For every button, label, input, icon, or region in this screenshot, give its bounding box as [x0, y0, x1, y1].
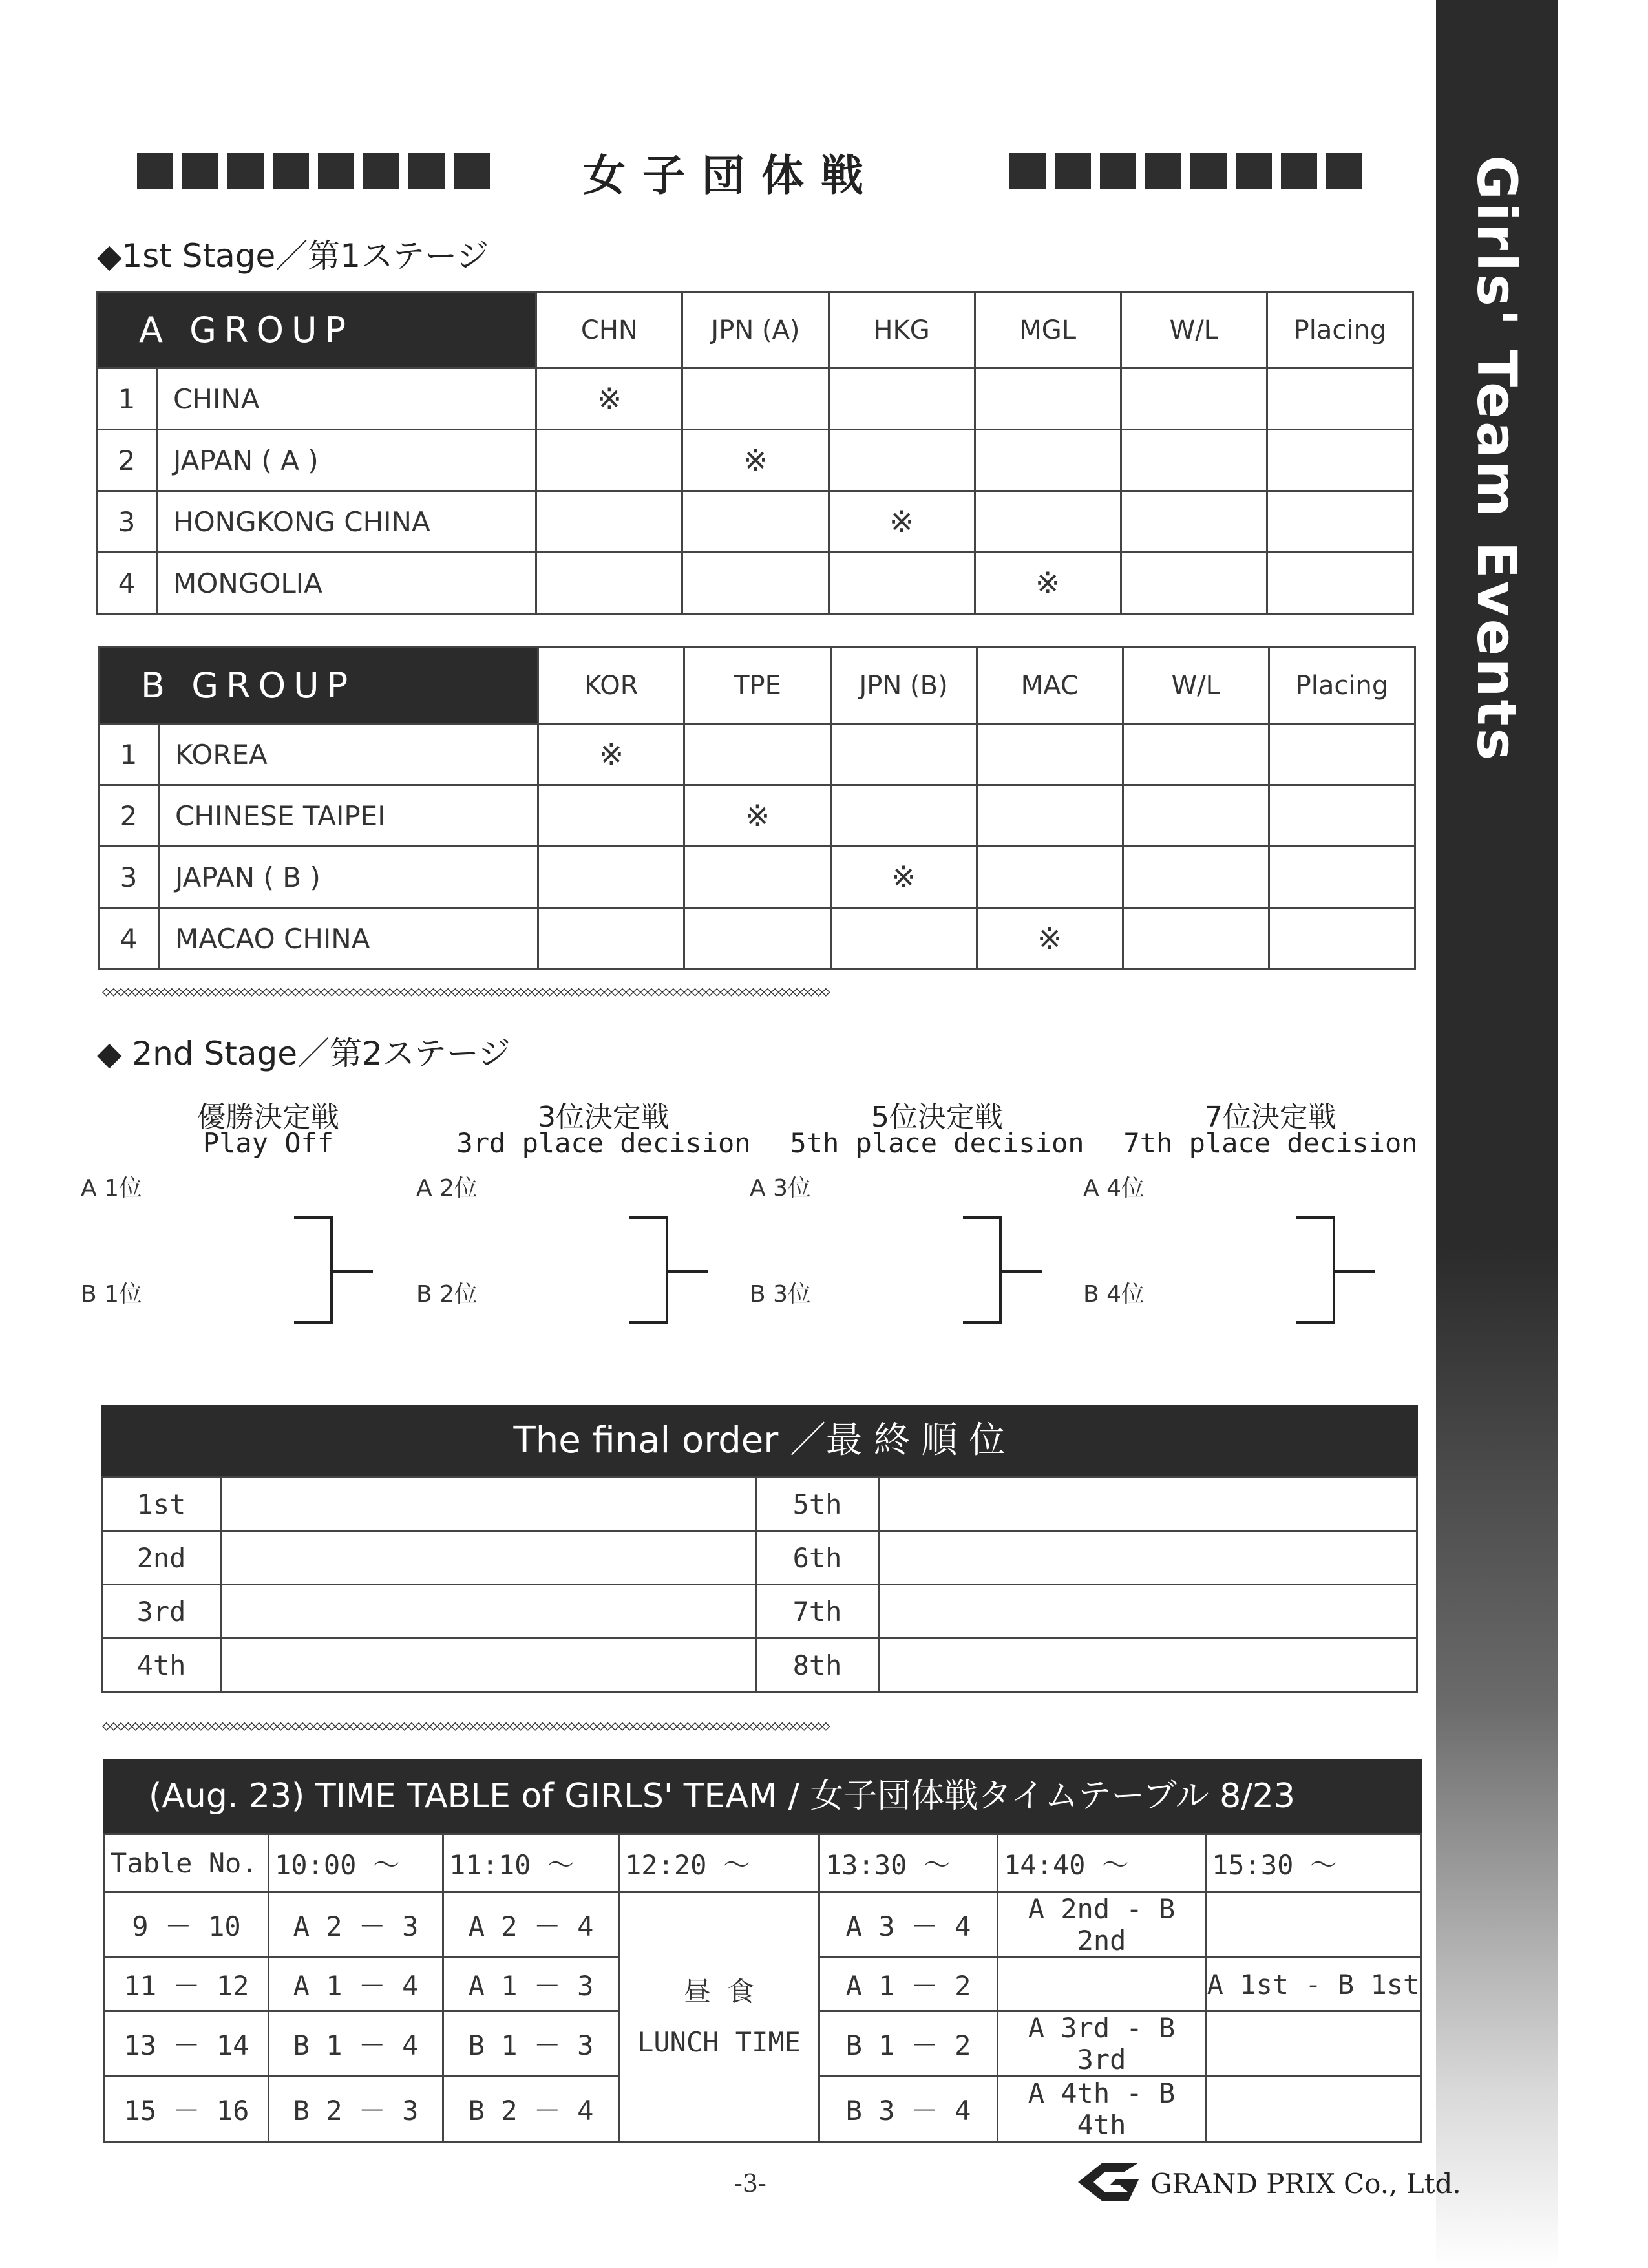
result-cell: ※ — [977, 908, 1123, 970]
match-title-en: 5th place decision — [790, 1127, 1084, 1159]
bracket-line — [1296, 1216, 1335, 1324]
team-name: HONGKONG CHINA — [157, 491, 536, 553]
decorative-bars-left — [137, 153, 490, 189]
group-a-col: HKG — [829, 292, 975, 368]
result-cell — [684, 908, 830, 970]
result-cell — [975, 430, 1121, 491]
match-cell: A 2nd - B 2nd — [998, 1892, 1206, 1958]
table-no: 9 － 10 — [105, 1892, 269, 1958]
table-no: 15 － 16 — [105, 2077, 269, 2142]
team-name: CHINESE TAIPEI — [159, 785, 538, 847]
match-cell: B 3 － 4 — [819, 2077, 998, 2142]
grand-prix-logo-icon — [1074, 2159, 1144, 2205]
team-name: MONGOLIA — [157, 553, 536, 614]
row-number: 4 — [97, 553, 157, 614]
result-cell — [536, 553, 682, 614]
timetable-section — [103, 1759, 1422, 2143]
result-cell — [1267, 368, 1413, 430]
group-b-col: KOR — [538, 648, 684, 724]
table-row — [97, 430, 1413, 491]
table-row — [102, 1531, 1417, 1585]
row-number: 4 — [99, 908, 159, 970]
group-a-col: CHN — [536, 292, 682, 368]
bracket-line — [294, 1216, 333, 1324]
result-cell — [1121, 368, 1267, 430]
timetable-table — [103, 1833, 1422, 2143]
match-3rd-place — [416, 1094, 778, 1352]
group-b-col: TPE — [684, 648, 830, 724]
result-cell — [1269, 724, 1415, 785]
group-a-col: Placing — [1267, 292, 1413, 368]
rank-entry — [221, 1585, 756, 1638]
seed-a: A 1位 — [81, 1175, 142, 1202]
seed-b: B 2位 — [416, 1281, 478, 1308]
result-cell — [1123, 847, 1269, 908]
match-title-en: 3rd place decision — [456, 1127, 751, 1159]
match-title-en: Play Off — [202, 1127, 334, 1159]
match-cell — [1206, 2077, 1421, 2142]
result-cell: ※ — [682, 430, 829, 491]
table-row — [97, 368, 1413, 430]
column-header: 15:30 ～ — [1206, 1834, 1421, 1892]
result-cell — [1269, 908, 1415, 970]
match-cell: A 2 － 3 — [269, 1892, 443, 1958]
group-a-col: MGL — [975, 292, 1121, 368]
group-a-col: W/L — [1121, 292, 1267, 368]
match-cell: B 1 － 3 — [443, 2011, 619, 2077]
team-name: JAPAN ( A ) — [157, 430, 536, 491]
match-title-jp: 7位決定戦 — [1205, 1101, 1336, 1134]
divider-diamonds: ◇◇◇◇◇◇◇◇◇◇◇◇◇◇◇◇◇◇◇◇◇◇◇◇◇◇◇◇◇◇◇◇◇◇◇◇◇◇◇◇◇◇◇◇◇◇◇◇◇◇◇◇◇◇◇◇◇◇◇◇◇◇◇◇◇◇◇◇◇◇◇◇◇◇◇◇◇◇◇◇◇◇◇◇◇◇◇◇◇◇◇◇◇◇◇◇◇◇◇◇ — [102, 984, 829, 1000]
match-cell — [1206, 2011, 1421, 2077]
result-cell — [1123, 724, 1269, 785]
seed-b: B 1位 — [81, 1281, 143, 1308]
match-cell — [1206, 1892, 1421, 1958]
column-header: 14:40 ～ — [998, 1834, 1206, 1892]
result-cell: ※ — [829, 491, 975, 553]
result-cell — [1121, 430, 1267, 491]
column-header: 10:00 ～ — [269, 1834, 443, 1892]
seed-a: A 2位 — [416, 1175, 478, 1202]
result-cell — [682, 368, 829, 430]
result-cell — [829, 553, 975, 614]
match-cell: A 3 － 4 — [819, 1892, 998, 1958]
rank-entry — [879, 1585, 1417, 1638]
lunch-label-en: LUNCH TIME — [637, 2026, 801, 2058]
rank-entry — [221, 1638, 756, 1692]
result-cell — [1267, 553, 1413, 614]
result-cell — [536, 430, 682, 491]
result-cell — [536, 491, 682, 553]
result-cell — [829, 430, 975, 491]
page-number: -3- — [734, 2169, 766, 2198]
result-cell — [830, 785, 977, 847]
team-name: CHINA — [157, 368, 536, 430]
table-no: 11 － 12 — [105, 1958, 269, 2011]
match-7th-place — [1083, 1094, 1445, 1352]
seed-b: B 4位 — [1083, 1281, 1145, 1308]
result-cell — [1267, 430, 1413, 491]
rank-label: 7th — [756, 1585, 879, 1638]
final-order-section — [101, 1405, 1418, 1693]
match-5th-place — [750, 1094, 1112, 1352]
result-cell: ※ — [536, 368, 682, 430]
match-cell: B 1 － 4 — [269, 2011, 443, 2077]
result-cell — [1121, 553, 1267, 614]
table-row — [97, 491, 1413, 553]
team-name: KOREA — [159, 724, 538, 785]
table-row — [99, 908, 1415, 970]
group-b-table — [98, 646, 1416, 970]
table-row — [102, 1478, 1417, 1531]
rank-entry — [879, 1638, 1417, 1692]
group-b-col: JPN (B) — [830, 648, 977, 724]
rank-label: 6th — [756, 1531, 879, 1585]
group-a-name: A GROUP — [97, 292, 536, 368]
result-cell — [538, 847, 684, 908]
table-header-row — [105, 1834, 1421, 1892]
match-cell: A 2 － 4 — [443, 1892, 619, 1958]
company-name: GRAND PRIX Co., Ltd. — [1150, 2168, 1461, 2199]
result-cell — [830, 908, 977, 970]
result-cell — [1123, 785, 1269, 847]
team-name: MACAO CHINA — [159, 908, 538, 970]
result-cell: ※ — [538, 724, 684, 785]
heading-row — [137, 141, 1365, 199]
result-cell — [1123, 908, 1269, 970]
timetable-title: (Aug. 23) TIME TABLE of GIRLS' TEAM / 女子団体戦タイムテーブル 8/23 — [103, 1759, 1422, 1833]
page-title: 女子団体戦 — [583, 150, 880, 200]
group-b-col: Placing — [1269, 648, 1415, 724]
result-cell — [538, 908, 684, 970]
final-order-title: The final order ／最 終 順 位 — [101, 1405, 1418, 1476]
result-cell — [975, 368, 1121, 430]
result-cell — [977, 724, 1123, 785]
rank-entry — [221, 1478, 756, 1531]
seed-a: A 3位 — [750, 1175, 811, 1202]
result-cell — [682, 491, 829, 553]
side-band-title: Girls' Team Events — [1465, 155, 1528, 763]
table-row — [99, 724, 1415, 785]
stage2-title: ◆ 2nd Stage／第2ステージ — [97, 1035, 511, 1072]
match-title-jp: 5位決定戦 — [871, 1101, 1003, 1134]
table-row — [97, 553, 1413, 614]
table-row — [99, 785, 1415, 847]
result-cell — [684, 724, 830, 785]
result-cell — [1269, 847, 1415, 908]
lunch-label-jp: 昼 食 — [683, 1975, 755, 2008]
seed-b: B 3位 — [750, 1281, 812, 1308]
team-name: JAPAN ( B ) — [159, 847, 538, 908]
match-play-off — [81, 1094, 443, 1352]
column-header: 12:20 ～ — [619, 1834, 819, 1892]
group-b-col: W/L — [1123, 648, 1269, 724]
result-cell — [975, 491, 1121, 553]
result-cell — [977, 785, 1123, 847]
rank-entry — [221, 1531, 756, 1585]
group-b-name: B GROUP — [99, 648, 538, 724]
match-cell — [998, 1958, 1206, 2011]
column-header: 11:10 ～ — [443, 1834, 619, 1892]
match-cell: A 1 － 4 — [269, 1958, 443, 2011]
row-number: 1 — [97, 368, 157, 430]
table-no: 13 － 14 — [105, 2011, 269, 2077]
row-number: 3 — [97, 491, 157, 553]
result-cell: ※ — [684, 785, 830, 847]
row-number: 2 — [99, 785, 159, 847]
result-cell: ※ — [830, 847, 977, 908]
stage1-title: ◆1st Stage／第1ステージ — [97, 237, 489, 275]
match-cell: A 3rd - B 3rd — [998, 2011, 1206, 2077]
match-cell: A 1 － 2 — [819, 1958, 998, 2011]
result-cell — [682, 553, 829, 614]
match-cell: A 1st - B 1st — [1206, 1958, 1421, 2011]
result-cell — [684, 847, 830, 908]
seed-a: A 4位 — [1083, 1175, 1145, 1202]
match-title-jp: 優勝決定戦 — [197, 1101, 339, 1134]
rank-entry — [879, 1478, 1417, 1531]
final-order-table — [101, 1476, 1418, 1693]
match-cell: B 1 － 2 — [819, 2011, 998, 2077]
row-number: 2 — [97, 430, 157, 491]
group-a-col: JPN (A) — [682, 292, 829, 368]
rank-label: 8th — [756, 1638, 879, 1692]
divider-diamonds: ◇◇◇◇◇◇◇◇◇◇◇◇◇◇◇◇◇◇◇◇◇◇◇◇◇◇◇◇◇◇◇◇◇◇◇◇◇◇◇◇◇◇◇◇◇◇◇◇◇◇◇◇◇◇◇◇◇◇◇◇◇◇◇◇◇◇◇◇◇◇◇◇◇◇◇◇◇◇◇◇◇◇◇◇◇◇◇◇◇◇◇◇◇◇◇◇◇◇◇◇ — [102, 1718, 829, 1734]
rank-label: 4th — [102, 1638, 221, 1692]
result-cell — [830, 724, 977, 785]
rank-label: 3rd — [102, 1585, 221, 1638]
match-cell: A 1 － 3 — [443, 1958, 619, 2011]
table-row — [102, 1585, 1417, 1638]
result-cell — [1267, 491, 1413, 553]
match-title-jp: 3位決定戦 — [538, 1101, 670, 1134]
result-cell — [977, 847, 1123, 908]
match-cell: B 2 － 3 — [269, 2077, 443, 2142]
row-number: 1 — [99, 724, 159, 785]
rank-label: 5th — [756, 1478, 879, 1531]
result-cell: ※ — [975, 553, 1121, 614]
bracket-line — [963, 1216, 1002, 1324]
column-header: 13:30 ～ — [819, 1834, 998, 1892]
table-row — [102, 1638, 1417, 1692]
match-cell: B 2 － 4 — [443, 2077, 619, 2142]
bracket-line — [629, 1216, 668, 1324]
table-row — [99, 847, 1415, 908]
decorative-bars-right — [1009, 153, 1362, 189]
rank-label: 1st — [102, 1478, 221, 1531]
group-a-table — [96, 291, 1414, 615]
company-logo — [1074, 2159, 1144, 2205]
result-cell — [1121, 491, 1267, 553]
column-header: Table No. — [105, 1834, 269, 1892]
match-title-en: 7th place decision — [1123, 1127, 1418, 1159]
row-number: 3 — [99, 847, 159, 908]
rank-entry — [879, 1531, 1417, 1585]
match-cell: A 4th - B 4th — [998, 2077, 1206, 2142]
table-row — [105, 1892, 1421, 1958]
group-b-col: MAC — [977, 648, 1123, 724]
result-cell — [829, 368, 975, 430]
result-cell — [1269, 785, 1415, 847]
lunch-cell — [619, 1892, 819, 2142]
rank-label: 2nd — [102, 1531, 221, 1585]
result-cell — [538, 785, 684, 847]
